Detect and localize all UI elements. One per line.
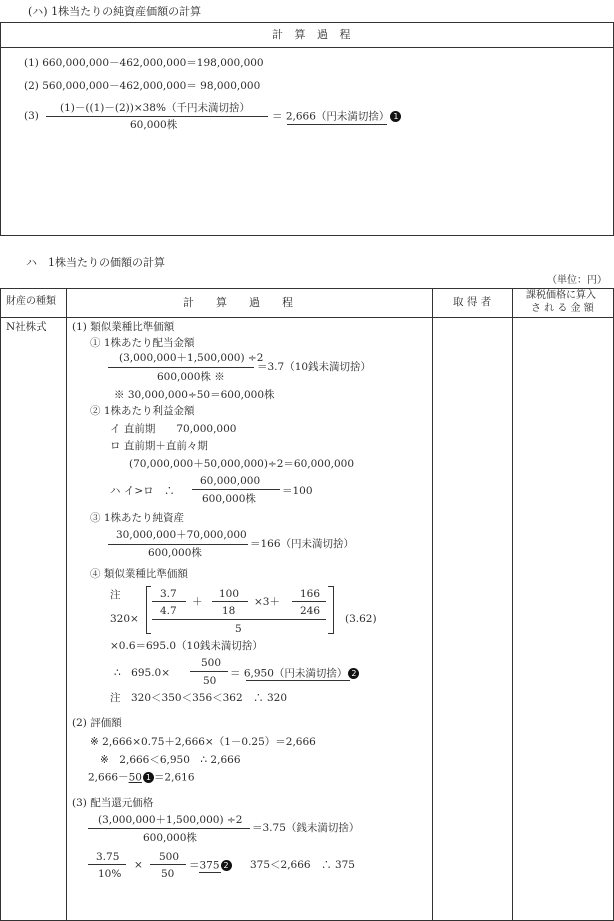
circled-number-2-icon: 2 (221, 860, 232, 871)
p1-4-prefix: 320× (110, 613, 139, 625)
fraction-bar (212, 601, 248, 602)
fraction-bar (108, 544, 248, 545)
header-taxable-1: 課税価格に算入 (526, 290, 596, 301)
p3-result: ＝3.75（銭未満切捨） (252, 822, 360, 834)
header-calc: 計 算 過 程 (183, 296, 293, 309)
p3-tail: 375＜2,666 ∴ 375 (250, 859, 355, 871)
p1-2-numerator: 60,000,000 (200, 475, 261, 487)
p1-4-note-label: 注 (110, 589, 121, 601)
p1-1-note: ※ 30,000,000÷50＝600,000株 (114, 389, 275, 401)
p1-4-big-denominator: 5 (235, 623, 242, 635)
section2-title: ハ 1株当たりの価額の計算 (26, 256, 165, 269)
p1-4-mid: ×3＋ (254, 596, 280, 608)
p3-times: × (134, 859, 143, 871)
asset-name: N社株式 (6, 321, 47, 333)
p1-4-note: 注 320＜350＜356＜362 ∴ 320 (110, 692, 288, 704)
p2-line1: ※ 2,666×0.75＋2,666×（1－0.25）＝2,666 (90, 736, 316, 748)
p1-2-ro: ロ 直前期＋直前々期 (110, 440, 208, 452)
p2-line3: 2,666－50 1 ＝2,616 (88, 771, 195, 784)
p1-2-denominator: 600,000株 (202, 493, 256, 505)
p1-3-result: ＝166（円未満切捨） (250, 538, 355, 550)
p3-f1-numerator: 3.75 (96, 851, 120, 863)
header-asset-type: 財産の種類 (6, 296, 56, 307)
p1-2-calc: (70,000,000＋50,000,000)÷2＝60,000,000 (129, 458, 355, 470)
fraction-bar (292, 601, 326, 602)
p1-2-result: ＝100 (282, 485, 313, 497)
p3-f2-denominator: 50 (161, 868, 175, 880)
p1-2-i: イ 直前期 70,000,000 (110, 423, 237, 435)
p1-1-result: ＝3.7（10銭未満切捨） (257, 361, 372, 373)
fraction-bar (192, 489, 280, 490)
fraction-bar (190, 671, 228, 672)
header-acquirer: 取 得 者 (453, 296, 492, 308)
p1-4-paren: (3.62) (345, 613, 377, 625)
fraction-bar (150, 864, 186, 865)
p1-4-f2-denominator: 18 (222, 605, 236, 617)
fraction-bar (152, 601, 186, 602)
section1-table-header: 計 算 過 程 (272, 28, 355, 41)
p3-numerator: (3,000,000＋1,500,000) ÷2 (98, 814, 243, 826)
p1-1-title: ① 1株あたり配当金額 (90, 337, 195, 349)
p1-title: (1) 類似業種比準価額 (72, 321, 175, 333)
p1-4-r-denominator: 50 (203, 675, 217, 687)
p1-4-title: ④ 類似業種比準価額 (90, 568, 188, 580)
section1-title: (ハ) 1株当たりの純資産価額の計算 (28, 5, 202, 18)
circled-number-2-icon: 2 (348, 668, 359, 679)
calc-line-3-result: ＝ 2,666（円未満切捨） 1 (272, 111, 401, 122)
p1-2-ha: ハ イ>ロ ∴ (110, 485, 175, 497)
calc-line-1: (1) 660,000,000－462,000,000＝198,000,000 (24, 57, 264, 69)
p1-3-title: ③ 1株あたり純資産 (90, 512, 185, 524)
p1-4-f1-numerator: 3.7 (160, 588, 177, 600)
calc-line-3-numerator: (1)－((1)－(2))×38%（千円未満切捨） (60, 102, 250, 114)
fraction-bar (152, 619, 326, 620)
calc-line-3-denominator: 60,000株 (130, 119, 178, 131)
p1-2-title: ② 1株あたり利益金額 (90, 405, 195, 417)
p2-line2: ※ 2,666＜6,950 ∴ 2,666 (100, 754, 241, 766)
header-taxable-2: さ れ る 金 額 (531, 303, 594, 314)
p1-4-f1-denominator: 4.7 (160, 605, 177, 617)
p1-4-line2: ×0.6＝695.0（10銭未満切捨） (110, 640, 263, 652)
calc-line-3-label: (3) (24, 110, 39, 122)
fraction-bar (108, 367, 254, 368)
p1-4-r-numerator: 500 (201, 657, 222, 669)
p2-title: (2) 評価額 (72, 717, 122, 729)
p1-4-result: ＝ 6,950（円未満切捨） 2 (230, 668, 359, 679)
p1-3-numerator: 30,000,000＋70,000,000 (116, 529, 247, 541)
p1-3-denominator: 600,000株 (148, 547, 202, 559)
p1-4-therefore: ∴ 695.0× (114, 667, 171, 679)
p1-4-plus: ＋ (192, 596, 203, 608)
p3-denominator: 600,000株 (143, 832, 197, 844)
p1-4-f3-denominator: 246 (300, 605, 321, 617)
circled-number-1-icon: 1 (390, 111, 401, 122)
circled-number-1-icon: 1 (143, 772, 154, 783)
p3-f1-denominator: 10% (98, 868, 122, 880)
fraction-bar (88, 828, 250, 829)
p1-1-numerator: (3,000,000＋1,500,000) ÷2 (119, 352, 264, 364)
calc-line-2: (2) 560,000,000－462,000,000＝ 98,000,000 (24, 80, 261, 92)
result-underline (246, 680, 350, 681)
p3-f2-numerator: 500 (159, 851, 180, 863)
result-underline (287, 124, 387, 125)
p3-eq: ＝375 2 (189, 860, 232, 871)
fraction-bar (46, 116, 268, 117)
p1-4-f2-numerator: 100 (219, 588, 240, 600)
p1-4-f3-numerator: 166 (300, 588, 321, 600)
unit-label: （単位：円） (547, 275, 607, 286)
p1-1-denominator: 600,000株 ※ (157, 371, 225, 383)
p3-title: (3) 配当還元価格 (72, 797, 154, 809)
result-underline (199, 872, 221, 873)
fraction-bar (88, 864, 126, 865)
